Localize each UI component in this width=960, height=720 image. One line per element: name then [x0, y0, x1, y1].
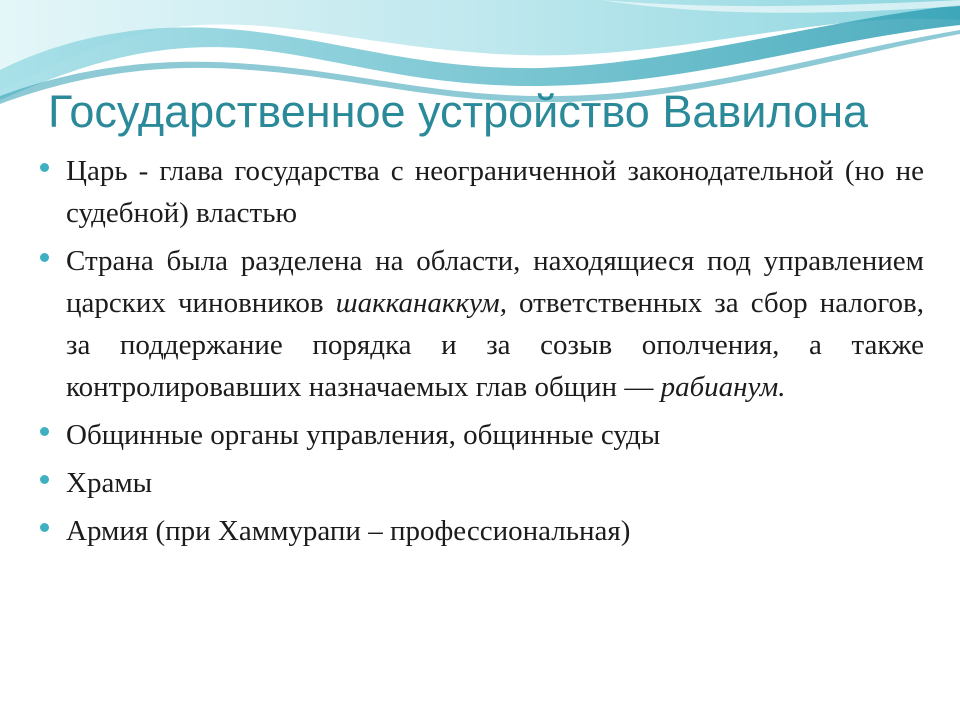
list-item	[40, 414, 924, 456]
bullet-dot-icon	[40, 475, 49, 484]
bullet-list	[40, 150, 924, 558]
bullet-text: Общинные органы управления, общинные суды	[66, 419, 661, 451]
list-item	[40, 240, 924, 408]
list-item	[40, 150, 924, 234]
bullet-dot-icon	[40, 523, 49, 532]
list-item	[40, 510, 924, 552]
bullet-dot-icon	[40, 427, 49, 436]
bullet-text: Храмы	[66, 467, 153, 499]
bullet-text: Страна была разделена на области, находящиеся под управлением царских чиновников шакканаккум, ответственных за сбор налогов, за поддержание порядка и за созыв ополчения, а также контролировавших назначаемых глав общин — рабианум.	[66, 245, 925, 403]
bullet-dot-icon	[40, 253, 49, 262]
slide-title: Государственное устройство Вавилона	[48, 86, 869, 137]
list-item	[40, 462, 924, 504]
bullet-dot-icon	[40, 163, 49, 172]
bullet-text: Царь - глава государства с неограниченной законодательной (но не судебной) властью	[66, 155, 924, 229]
term-shakkanakkum: шакканаккум,	[335, 287, 507, 319]
bullet-text: Армия (при Хаммурапи – профессиональная)	[66, 515, 631, 547]
term-rabianum: рабианум.	[660, 371, 786, 403]
